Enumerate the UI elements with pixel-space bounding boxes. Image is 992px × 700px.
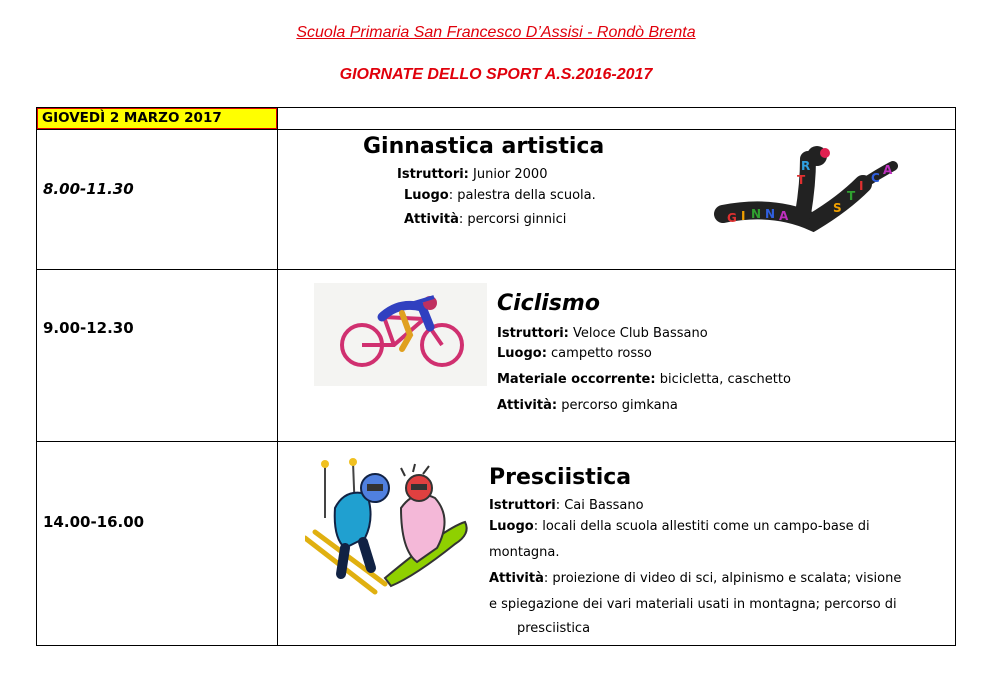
- activity-title: Ciclismo: [497, 291, 600, 316]
- activity-line: Istruttori: Junior 2000: [397, 167, 548, 182]
- row-divider: [37, 441, 955, 442]
- row-divider: [37, 269, 955, 270]
- schedule-table: [36, 107, 956, 646]
- activity-line: presciistica: [517, 621, 591, 636]
- svg-text:N: N: [765, 207, 776, 221]
- activity-line: Materiale occorrente: bicicletta, caschetto: [497, 372, 791, 387]
- svg-text:I: I: [859, 179, 864, 193]
- row-time: 14.00-16.00: [43, 513, 145, 531]
- gymnast-illustration-icon: [713, 144, 909, 240]
- svg-text:A: A: [779, 209, 789, 223]
- column-divider: [277, 108, 278, 645]
- activity-title: Presciistica: [489, 465, 632, 490]
- activity-line: Istruttori: Veloce Club Bassano: [497, 326, 708, 341]
- row-divider: [37, 129, 955, 130]
- svg-text:S: S: [833, 201, 842, 215]
- activity-line: Luogo: palestra della scuola.: [404, 188, 596, 203]
- school-name: Scuola Primaria San Francesco D’Assisi - Rondò Brenta: [296, 24, 696, 41]
- activity-line: Luogo: campetto rosso: [497, 346, 652, 361]
- svg-text:A: A: [883, 163, 893, 177]
- svg-text:T: T: [847, 189, 856, 203]
- activity-line: montagna.: [489, 545, 560, 560]
- row-time: 9.00-12.30: [43, 319, 134, 337]
- activity-line: Attività: percorsi ginnici: [404, 212, 567, 227]
- svg-text:T: T: [797, 173, 806, 187]
- svg-text:C: C: [871, 171, 880, 185]
- activity-line: Attività: percorso gimkana: [497, 398, 678, 413]
- date-cell: GIOVEDÌ 2 MARZO 2017: [37, 108, 277, 129]
- activity-line: Istruttori: Cai Bassano: [489, 498, 644, 513]
- svg-text:I: I: [741, 209, 746, 223]
- skier-snowboarder-illustration-icon: [305, 458, 477, 596]
- activity-title: Ginnastica artistica: [363, 134, 605, 159]
- svg-text:R: R: [801, 159, 811, 173]
- activity-line: e spiegazione dei vari materiali usati in montagna; percorso di: [489, 597, 897, 612]
- cyclist-illustration-icon: [314, 283, 487, 386]
- activity-line: Luogo: locali della scuola allestiti come un campo-base di: [489, 519, 870, 534]
- svg-text:G: G: [727, 211, 737, 225]
- event-title: GIORNATE DELLO SPORT A.S.2016-2017: [339, 66, 653, 83]
- row-time: 8.00-11.30: [43, 180, 134, 198]
- activity-line: Attività: proiezione di video di sci, alpinismo e scalata; visione: [489, 571, 902, 586]
- svg-text:N: N: [751, 207, 762, 221]
